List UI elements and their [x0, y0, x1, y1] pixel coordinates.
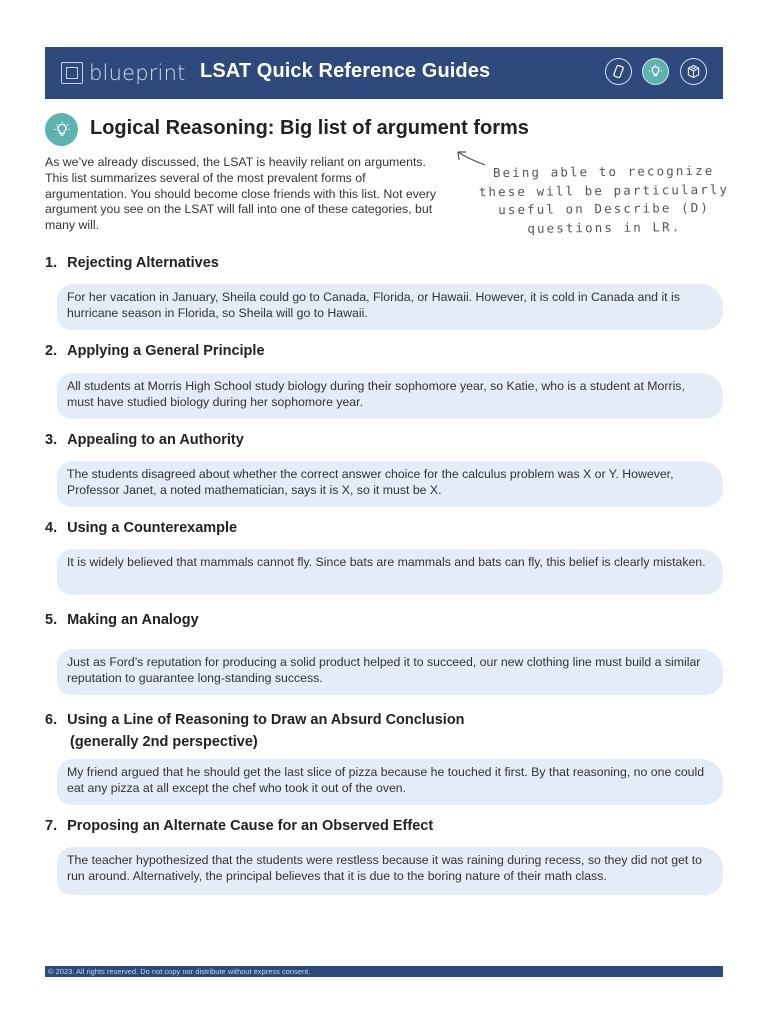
- page-title: Logical Reasoning: Big list of argument forms: [90, 117, 529, 139]
- phone-icon[interactable]: [605, 58, 632, 85]
- section-heading: [45, 432, 244, 448]
- example-box: All students at Morris High School study biology during their sophomore year, so Katie, who is a student at Morris, must have studied biology during her sophomore year.: [57, 373, 723, 419]
- example-box: It is widely believed that mammals cannot fly. Since bats are mammals and bats can fly, this belief is clearly mistaken.: [57, 549, 723, 595]
- section-number: 1.: [45, 255, 58, 271]
- header-bar: [45, 47, 723, 99]
- lightbulb-icon: [45, 113, 78, 146]
- intro-paragraph: As we’ve already discussed, the LSAT is heavily reliant on arguments. This list summarizes several of the most prevalent forms of argumentation. You should become close friends with this list. Not every argument you see on the LSAT will fall into one of these categories, but many will.: [45, 155, 436, 233]
- example-box: My friend argued that he should get the last slice of pizza because he touched it first. By that reasoning, no one could eat any pizza at all except the chef who took it out of the oven.: [57, 759, 723, 805]
- section-number: 5.: [45, 612, 58, 628]
- blueprint-logo[interactable]: [61, 60, 186, 86]
- copyright-text: © 2023. All rights reserved. Do not copy nor distribute without express consent.: [48, 967, 311, 976]
- section-heading: [45, 818, 433, 834]
- section-number: 3.: [45, 432, 58, 448]
- section-heading: [45, 255, 219, 271]
- section-subtitle: (generally 2nd perspective): [70, 734, 258, 750]
- section-title: Proposing an Alternate Cause for an Observed Effect: [67, 818, 434, 834]
- section-number: 2.: [45, 343, 58, 359]
- logo-text: blueprint: [89, 61, 186, 85]
- section-title: Appealing to an Authority: [67, 432, 244, 448]
- section-number: 7.: [45, 818, 58, 834]
- section-title: Making an Analogy: [67, 612, 199, 628]
- cube-icon[interactable]: [680, 58, 707, 85]
- section-title: Rejecting Alternatives: [67, 255, 219, 271]
- section-heading: [45, 343, 265, 359]
- handwritten-note: Being able to recognize these will be particularly useful on Describe (D) questions in LR.: [478, 162, 730, 236]
- example-box: Just as Ford’s reputation for producing a solid product helped it to succeed, our new clothing line must build a similar reputation to guarantee long-standing success.: [57, 649, 723, 695]
- section-heading: [45, 520, 237, 536]
- section-title: Using a Line of Reasoning to Draw an Absurd Conclusion: [67, 712, 465, 728]
- example-box: For her vacation in January, Sheila could go to Canada, Florida, or Hawaii. However, it is cold in Canada and it is hurricane season in Florida, so Sheila will go to Hawaii.: [57, 284, 723, 330]
- lightbulb-icon[interactable]: [642, 58, 669, 85]
- logo-icon: [61, 62, 83, 84]
- section-title: Using a Counterexample: [67, 520, 238, 536]
- section-heading: [45, 612, 199, 628]
- footer-bar: [45, 966, 723, 977]
- example-box: The students disagreed about whether the correct answer choice for the calculus problem was X or Y. However, Professor Janet, a noted mathematician, says it is X, so it must be X.: [57, 461, 723, 507]
- header-title: LSAT Quick Reference Guides: [200, 60, 491, 82]
- section-number: 4.: [45, 520, 58, 536]
- section-number: 6.: [45, 712, 58, 728]
- example-box: The teacher hypothesized that the students were restless because it was raining during recess, so they did not get to run around. Alternatively, the principal believes that it is due to the boring nature of their math class.: [57, 847, 723, 895]
- section-title: Applying a General Principle: [67, 343, 265, 359]
- section-heading: [45, 709, 465, 753]
